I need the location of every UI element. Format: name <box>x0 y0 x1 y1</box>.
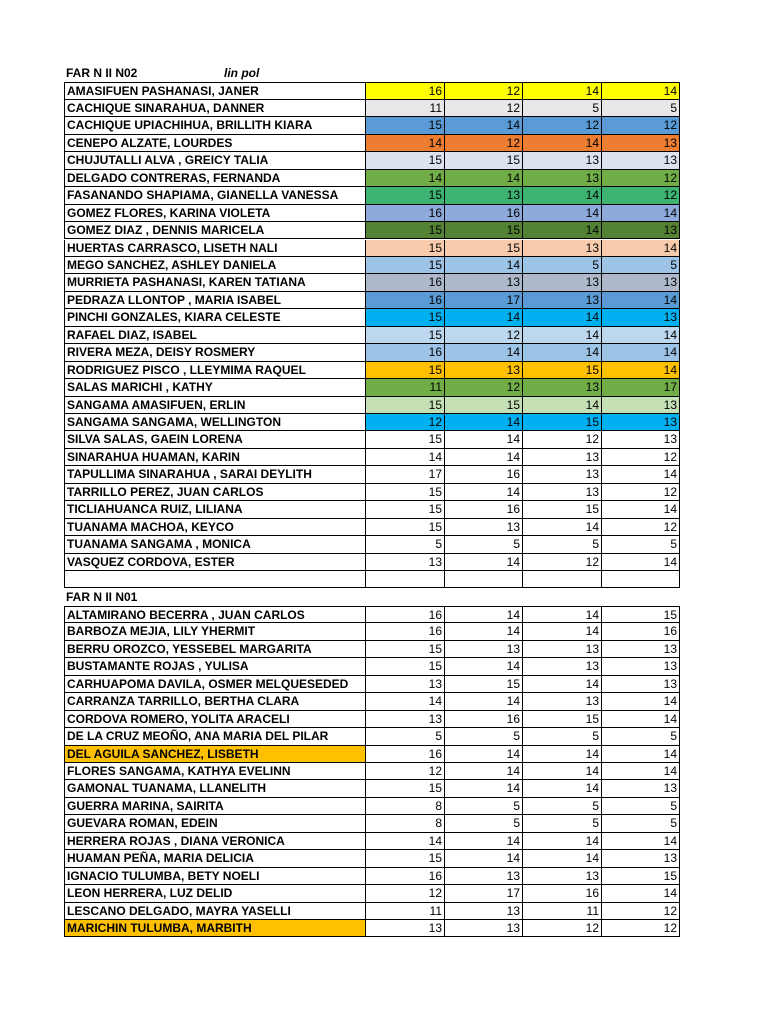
table-row <box>64 501 680 518</box>
student-name-cell[interactable]: TICLIAHUANCA RUIZ, LILIANA <box>64 501 365 518</box>
grade-cell-3[interactable]: 5 <box>522 100 601 117</box>
grade-cell-3[interactable]: 14 <box>522 623 601 640</box>
student-name-cell[interactable]: AMASIFUEN PASHANASI, JANER <box>64 82 365 99</box>
table-row <box>64 728 680 745</box>
grade-cell-4[interactable]: 15 <box>601 606 680 623</box>
grade-cell-4[interactable]: 5 <box>601 100 680 117</box>
table-row <box>64 658 680 675</box>
grade-cell-1[interactable]: 15 <box>365 257 444 274</box>
grade-cell-1[interactable]: 15 <box>365 501 444 518</box>
grade-cell-1[interactable]: 16 <box>365 868 444 885</box>
table-row <box>64 868 680 885</box>
student-name-cell[interactable]: TAPULLIMA SINARAHUA , SARAI DEYLITH <box>64 466 365 483</box>
grade-cell-1[interactable]: 16 <box>365 274 444 291</box>
grade-cell-2[interactable]: 13 <box>444 903 522 920</box>
grade-cell-4[interactable]: 14 <box>601 240 680 257</box>
section-header-row <box>64 589 680 606</box>
grade-cell-1[interactable]: 15 <box>365 117 444 134</box>
table-row <box>64 554 680 571</box>
grade-cell-3[interactable]: 14 <box>522 135 601 152</box>
grade-cell-4[interactable]: 12 <box>601 170 680 187</box>
grade-cell-2[interactable]: 12 <box>444 82 522 99</box>
student-name-cell[interactable]: GUEVARA ROMAN, EDEIN <box>64 815 365 832</box>
student-name-cell[interactable]: CENEPO ALZATE, LOURDES <box>64 135 365 152</box>
student-name-cell[interactable]: TUANAMA MACHOA, KEYCO <box>64 519 365 536</box>
grade-cell-2[interactable]: 14 <box>444 484 522 501</box>
grade-cell-1[interactable]: 13 <box>365 676 444 693</box>
grade-cell-1[interactable]: 13 <box>365 554 444 571</box>
grade-cell-1[interactable]: 15 <box>365 641 444 658</box>
grade-cell-3[interactable]: 15 <box>522 414 601 431</box>
table-row <box>64 536 680 553</box>
grade-cell-2[interactable]: 14 <box>444 833 522 850</box>
table-row <box>64 379 680 396</box>
grade-cell-3[interactable]: 14 <box>522 397 601 414</box>
student-name-cell[interactable]: SINARAHUA HUAMAN, KARIN <box>64 449 365 466</box>
grade-cell-1[interactable]: 16 <box>365 82 444 99</box>
grade-cell-2[interactable]: 14 <box>444 431 522 448</box>
grade-cell-4[interactable]: 14 <box>601 763 680 780</box>
grade-cell-1[interactable]: 5 <box>365 536 444 553</box>
grade-cell-2[interactable]: 13 <box>444 641 522 658</box>
grade-cell-2[interactable]: 14 <box>444 746 522 763</box>
student-name-cell[interactable]: RIVERA MEZA, DEISY ROSMERY <box>64 344 365 361</box>
grade-cell-3[interactable]: 13 <box>522 240 601 257</box>
grade-cell-2[interactable]: 5 <box>444 798 522 815</box>
grade-cell-1[interactable]: 16 <box>365 746 444 763</box>
table-row <box>64 222 680 239</box>
grade-cell-1[interactable]: 14 <box>365 833 444 850</box>
grade-cell-2[interactable]: 16 <box>444 501 522 518</box>
grade-cell-3[interactable]: 15 <box>522 501 601 518</box>
grade-cell-2[interactable]: 5 <box>444 728 522 745</box>
table-row <box>64 641 680 658</box>
grade-cell-3[interactable]: 5 <box>522 728 601 745</box>
student-name-cell[interactable]: ALTAMIRANO BECERRA , JUAN CARLOS <box>64 606 365 623</box>
table-row <box>64 344 680 361</box>
grade-cell-1[interactable]: 15 <box>365 152 444 169</box>
grade-cell-3[interactable]: 14 <box>522 519 601 536</box>
table-row <box>64 746 680 763</box>
grade-cell-3[interactable]: 14 <box>522 763 601 780</box>
grade-cell-4[interactable]: 14 <box>601 711 680 728</box>
grade-cell-3[interactable]: 13 <box>522 292 601 309</box>
section-title[interactable]: FAR N II N02 <box>66 66 138 80</box>
table-row <box>64 798 680 815</box>
student-name-cell[interactable]: MARICHIN TULUMBA, MARBITH <box>64 920 365 937</box>
student-name-cell[interactable]: LESCANO DELGADO, MAYRA YASELLI <box>64 903 365 920</box>
table-row <box>64 274 680 291</box>
grade-cell-1[interactable]: 12 <box>365 763 444 780</box>
student-name-cell[interactable]: CACHIQUE SINARAHUA, DANNER <box>64 100 365 117</box>
grade-cell-4[interactable]: 13 <box>601 676 680 693</box>
table-row <box>64 850 680 867</box>
grade-cell-1[interactable]: 15 <box>365 309 444 326</box>
grade-cell-4[interactable]: 14 <box>601 746 680 763</box>
grade-cell-1[interactable]: 15 <box>365 327 444 344</box>
table-row <box>64 920 680 937</box>
student-name-cell[interactable]: CACHIQUE UPIACHIHUA, BRILLITH KIARA <box>64 117 365 134</box>
grade-cell-4[interactable]: 13 <box>601 431 680 448</box>
grade-cell-1[interactable]: 8 <box>365 798 444 815</box>
grade-cell-4[interactable]: 13 <box>601 780 680 797</box>
blank-row <box>64 571 680 588</box>
grade-cell-4[interactable]: 14 <box>601 466 680 483</box>
grade-cell-4[interactable]: 12 <box>601 449 680 466</box>
grade-cell-3[interactable]: 11 <box>522 903 601 920</box>
grade-cell-4[interactable]: 13 <box>601 135 680 152</box>
grade-cell-3[interactable]: 14 <box>522 82 601 99</box>
grade-cell-3[interactable]: 14 <box>522 344 601 361</box>
table-row <box>64 362 680 379</box>
grade-cell-1[interactable]: 16 <box>365 606 444 623</box>
grade-cell-3[interactable]: 13 <box>522 868 601 885</box>
grade-cell-1[interactable]: 16 <box>365 344 444 361</box>
grade-cell-3[interactable]: 13 <box>522 484 601 501</box>
grade-cell-4[interactable]: 16 <box>601 623 680 640</box>
grade-cell-2[interactable]: 12 <box>444 100 522 117</box>
grade-cell-4[interactable]: 13 <box>601 641 680 658</box>
grade-cell-4[interactable]: 14 <box>601 362 680 379</box>
table-row <box>64 205 680 222</box>
grade-cell-4[interactable]: 14 <box>601 344 680 361</box>
grade-cell-1[interactable]: 13 <box>365 920 444 937</box>
grade-cell-3[interactable]: 5 <box>522 257 601 274</box>
grade-cell-3[interactable]: 14 <box>522 606 601 623</box>
grade-cell-3[interactable]: 14 <box>522 205 601 222</box>
grade-cell-2[interactable]: 14 <box>444 257 522 274</box>
grade-cell-3[interactable]: 13 <box>522 693 601 710</box>
section-header-row <box>64 65 680 82</box>
table-row <box>64 519 680 536</box>
grade-cell-3[interactable]: 13 <box>522 449 601 466</box>
table-row <box>64 623 680 640</box>
table-row <box>64 240 680 257</box>
grade-cell-3[interactable]: 13 <box>522 170 601 187</box>
grade-cell-4[interactable]: 5 <box>601 798 680 815</box>
student-name-cell[interactable]: TARRILLO PEREZ, JUAN CARLOS <box>64 484 365 501</box>
grade-cell-4[interactable]: 14 <box>601 82 680 99</box>
grade-cell-4[interactable]: 12 <box>601 484 680 501</box>
table-row <box>64 431 680 448</box>
grade-cell-2[interactable]: 12 <box>444 379 522 396</box>
grade-cell-1[interactable]: 12 <box>365 885 444 902</box>
grade-cell-3[interactable]: 13 <box>522 379 601 396</box>
grade-cell-4[interactable]: 14 <box>601 833 680 850</box>
grade-cell-4[interactable]: 12 <box>601 187 680 204</box>
grade-cell-4[interactable]: 13 <box>601 397 680 414</box>
grade-cell-1[interactable]: 15 <box>365 484 444 501</box>
table-row <box>64 833 680 850</box>
grade-cell-2[interactable]: 13 <box>444 519 522 536</box>
grade-cell-3[interactable]: 12 <box>522 117 601 134</box>
grade-cell-1[interactable]: 8 <box>365 815 444 832</box>
student-name-cell[interactable]: IGNACIO TULUMBA, BETY NOELI <box>64 868 365 885</box>
grade-cell-2[interactable]: 15 <box>444 397 522 414</box>
table-row <box>64 815 680 832</box>
table-row <box>64 152 680 169</box>
grade-cell-4[interactable]: 5 <box>601 257 680 274</box>
student-name-cell[interactable]: GOMEZ FLORES, KARINA VIOLETA <box>64 205 365 222</box>
student-name-cell[interactable]: BUSTAMANTE ROJAS , YULISA <box>64 658 365 675</box>
grade-cell-2[interactable]: 14 <box>444 344 522 361</box>
section-title[interactable]: FAR N II N01 <box>66 589 138 604</box>
grade-cell-4[interactable]: 14 <box>601 327 680 344</box>
student-name-cell[interactable]: CARRANZA TARRILLO, BERTHA CLARA <box>64 693 365 710</box>
grade-cell-4[interactable]: 17 <box>601 379 680 396</box>
student-name-cell[interactable]: CORDOVA ROMERO, YOLITA ARACELI <box>64 711 365 728</box>
student-name-cell[interactable]: SANGAMA SANGAMA, WELLINGTON <box>64 414 365 431</box>
grade-cell-2[interactable]: 16 <box>444 711 522 728</box>
table-row <box>64 676 680 693</box>
grade-cell-2[interactable]: 14 <box>444 763 522 780</box>
grade-cell-1[interactable]: 5 <box>365 728 444 745</box>
grade-cell-1[interactable]: 15 <box>365 397 444 414</box>
grade-cell-4[interactable]: 15 <box>601 868 680 885</box>
grade-cell-1[interactable]: 14 <box>365 693 444 710</box>
grade-cell-3[interactable]: 13 <box>522 152 601 169</box>
grade-cell-3[interactable]: 12 <box>522 554 601 571</box>
grade-cell-4[interactable]: 14 <box>601 554 680 571</box>
grade-cell-2[interactable]: 14 <box>444 554 522 571</box>
grade-cell-2[interactable]: 14 <box>444 449 522 466</box>
table-row <box>64 187 680 204</box>
table-row <box>64 292 680 309</box>
grade-cell-3[interactable]: 14 <box>522 222 601 239</box>
table-row <box>64 903 680 920</box>
grade-cell-1[interactable]: 13 <box>365 711 444 728</box>
grade-cell-1[interactable]: 16 <box>365 292 444 309</box>
student-name-cell[interactable]: MURRIETA PASHANASI, KAREN TATIANA <box>64 274 365 291</box>
grade-cell-3[interactable]: 5 <box>522 536 601 553</box>
grade-cell-4[interactable]: 14 <box>601 205 680 222</box>
table-row <box>64 780 680 797</box>
grade-cell-1[interactable]: 11 <box>365 903 444 920</box>
empty-cell[interactable] <box>64 571 365 588</box>
table-row <box>64 117 680 134</box>
grade-cell-2[interactable]: 14 <box>444 850 522 867</box>
grade-cell-2[interactable]: 14 <box>444 693 522 710</box>
grade-cell-4[interactable]: 13 <box>601 850 680 867</box>
grade-cell-3[interactable]: 13 <box>522 466 601 483</box>
grade-cell-2[interactable]: 14 <box>444 658 522 675</box>
table-row <box>64 449 680 466</box>
grade-cell-1[interactable]: 11 <box>365 379 444 396</box>
student-name-cell[interactable]: SANGAMA AMASIFUEN, ERLIN <box>64 397 365 414</box>
grade-cell-1[interactable]: 15 <box>365 780 444 797</box>
grade-cell-3[interactable]: 5 <box>522 815 601 832</box>
grade-cell-4[interactable]: 14 <box>601 501 680 518</box>
grade-cell-2[interactable]: 14 <box>444 309 522 326</box>
grade-cell-2[interactable]: 16 <box>444 205 522 222</box>
grade-cell-4[interactable]: 13 <box>601 222 680 239</box>
grade-cell-2[interactable]: 13 <box>444 362 522 379</box>
grade-cell-4[interactable]: 14 <box>601 292 680 309</box>
grade-cell-2[interactable]: 13 <box>444 868 522 885</box>
grade-cell-2[interactable]: 15 <box>444 676 522 693</box>
student-name-cell[interactable]: HUAMAN PEÑA, MARIA DELICIA <box>64 850 365 867</box>
grade-cell-3[interactable]: 14 <box>522 833 601 850</box>
grade-cell-4[interactable]: 12 <box>601 920 680 937</box>
grade-cell-2[interactable]: 17 <box>444 885 522 902</box>
empty-cell[interactable] <box>444 571 522 588</box>
table-row <box>64 170 680 187</box>
grade-cell-4[interactable]: 5 <box>601 728 680 745</box>
student-name-cell[interactable]: GAMONAL TUANAMA, LLANELITH <box>64 780 365 797</box>
grade-cell-1[interactable]: 15 <box>365 187 444 204</box>
table-row <box>64 257 680 274</box>
section-subtitle[interactable]: lin pol <box>224 66 260 80</box>
empty-cell[interactable] <box>365 571 444 588</box>
grade-cell-2[interactable]: 14 <box>444 780 522 797</box>
student-name-cell[interactable]: RODRIGUEZ PISCO , LLEYMIMA RAQUEL <box>64 362 365 379</box>
grade-cell-3[interactable]: 12 <box>522 431 601 448</box>
grade-cell-1[interactable]: 15 <box>365 519 444 536</box>
grade-cell-2[interactable]: 12 <box>444 135 522 152</box>
grade-cell-1[interactable]: 14 <box>365 449 444 466</box>
student-name-cell[interactable]: LEON HERRERA, LUZ DELID <box>64 885 365 902</box>
student-name-cell[interactable]: GOMEZ DIAZ , DENNIS MARICELA <box>64 222 365 239</box>
grade-cell-2[interactable]: 13 <box>444 920 522 937</box>
table-row <box>64 397 680 414</box>
grade-cell-2[interactable]: 14 <box>444 414 522 431</box>
grade-cell-4[interactable]: 14 <box>601 693 680 710</box>
grade-cell-1[interactable]: 15 <box>365 850 444 867</box>
table-row <box>64 693 680 710</box>
grade-cell-2[interactable]: 16 <box>444 466 522 483</box>
grade-cell-2[interactable]: 5 <box>444 815 522 832</box>
table-row <box>64 327 680 344</box>
grade-cell-4[interactable]: 5 <box>601 815 680 832</box>
empty-cell[interactable] <box>601 571 680 588</box>
student-name-cell[interactable]: FASANANDO SHAPIAMA, GIANELLA VANESSA <box>64 187 365 204</box>
grade-cell-2[interactable]: 14 <box>444 606 522 623</box>
table-row <box>64 309 680 326</box>
grade-cell-3[interactable]: 16 <box>522 885 601 902</box>
grade-cell-3[interactable]: 15 <box>522 711 601 728</box>
grade-cell-2[interactable]: 5 <box>444 536 522 553</box>
empty-cell[interactable] <box>522 571 601 588</box>
grade-cell-4[interactable]: 14 <box>601 885 680 902</box>
grade-cell-3[interactable]: 14 <box>522 850 601 867</box>
grade-cell-2[interactable]: 15 <box>444 240 522 257</box>
grade-cell-3[interactable]: 15 <box>522 362 601 379</box>
table-row <box>64 135 680 152</box>
grade-cell-3[interactable]: 13 <box>522 641 601 658</box>
grade-cell-2[interactable]: 17 <box>444 292 522 309</box>
student-name-cell[interactable]: BERRU OROZCO, YESSEBEL MARGARITA <box>64 641 365 658</box>
grade-cell-3[interactable]: 14 <box>522 327 601 344</box>
grade-cell-3[interactable]: 13 <box>522 658 601 675</box>
grade-cell-2[interactable]: 14 <box>444 170 522 187</box>
student-name-cell[interactable]: TUANAMA SANGAMA , MONICA <box>64 536 365 553</box>
grade-cell-4[interactable]: 13 <box>601 658 680 675</box>
table-row <box>64 466 680 483</box>
student-name-cell[interactable]: CHUJUTALLI ALVA , GREICY TALIA <box>64 152 365 169</box>
grade-cell-4[interactable]: 13 <box>601 152 680 169</box>
grade-cell-4[interactable]: 13 <box>601 274 680 291</box>
grade-cell-3[interactable]: 14 <box>522 187 601 204</box>
grade-cell-4[interactable]: 5 <box>601 536 680 553</box>
student-name-cell[interactable]: DELGADO CONTRERAS, FERNANDA <box>64 170 365 187</box>
grade-cell-2[interactable]: 14 <box>444 623 522 640</box>
student-name-cell[interactable]: SALAS MARICHI , KATHY <box>64 379 365 396</box>
student-name-cell[interactable]: DE LA CRUZ MEOÑO, ANA MARIA DEL PILAR <box>64 728 365 745</box>
grade-cell-1[interactable]: 14 <box>365 170 444 187</box>
student-name-cell[interactable]: PINCHI GONZALES, KIARA CELESTE <box>64 309 365 326</box>
student-name-cell[interactable]: VASQUEZ CORDOVA, ESTER <box>64 554 365 571</box>
student-name-cell[interactable]: GUERRA MARINA, SAIRITA <box>64 798 365 815</box>
grade-cell-3[interactable]: 14 <box>522 780 601 797</box>
grade-cell-1[interactable]: 16 <box>365 205 444 222</box>
grade-cell-1[interactable]: 15 <box>365 658 444 675</box>
grade-cell-1[interactable]: 12 <box>365 414 444 431</box>
grade-cell-2[interactable]: 13 <box>444 187 522 204</box>
grade-cell-3[interactable]: 13 <box>522 274 601 291</box>
table-row <box>64 885 680 902</box>
grade-cell-1[interactable]: 15 <box>365 431 444 448</box>
student-name-cell[interactable]: HUERTAS CARRASCO, LISETH NALI <box>64 240 365 257</box>
table-row <box>64 414 680 431</box>
grade-cell-1[interactable]: 15 <box>365 362 444 379</box>
grade-cell-3[interactable]: 12 <box>522 920 601 937</box>
table-row <box>64 100 680 117</box>
table-row <box>64 484 680 501</box>
grade-cell-2[interactable]: 15 <box>444 222 522 239</box>
table-row <box>64 606 680 623</box>
grade-cell-2[interactable]: 13 <box>444 274 522 291</box>
grade-cell-1[interactable]: 15 <box>365 222 444 239</box>
table-row <box>64 711 680 728</box>
grade-cell-4[interactable]: 13 <box>601 414 680 431</box>
grade-cell-1[interactable]: 11 <box>365 100 444 117</box>
grade-cell-3[interactable]: 14 <box>522 676 601 693</box>
grade-cell-1[interactable]: 16 <box>365 623 444 640</box>
student-name-cell[interactable]: BARBOZA MEJIA, LILY YHERMIT <box>64 623 365 640</box>
grade-cell-4[interactable]: 12 <box>601 903 680 920</box>
grade-cell-3[interactable]: 5 <box>522 798 601 815</box>
student-name-cell[interactable]: RAFAEL DIAZ, ISABEL <box>64 327 365 344</box>
grade-cell-2[interactable]: 14 <box>444 117 522 134</box>
student-name-cell[interactable]: PEDRAZA LLONTOP , MARIA ISABEL <box>64 292 365 309</box>
student-name-cell[interactable]: MEGO SANCHEZ, ASHLEY DANIELA <box>64 257 365 274</box>
student-name-cell[interactable]: SILVA SALAS, GAEIN LORENA <box>64 431 365 448</box>
grade-cell-1[interactable]: 17 <box>365 466 444 483</box>
grade-cell-4[interactable]: 12 <box>601 519 680 536</box>
table-row <box>64 82 680 99</box>
grade-cell-4[interactable]: 12 <box>601 117 680 134</box>
grade-cell-1[interactable]: 15 <box>365 240 444 257</box>
grade-cell-2[interactable]: 15 <box>444 152 522 169</box>
grade-cell-2[interactable]: 12 <box>444 327 522 344</box>
student-name-cell[interactable]: HERRERA ROJAS , DIANA VERONICA <box>64 833 365 850</box>
student-name-cell[interactable]: DEL AGUILA SANCHEZ, LISBETH <box>64 746 365 763</box>
student-name-cell[interactable]: FLORES SANGAMA, KATHYA EVELINN <box>64 763 365 780</box>
grade-cell-3[interactable]: 14 <box>522 309 601 326</box>
grade-cell-3[interactable]: 14 <box>522 746 601 763</box>
table-row <box>64 763 680 780</box>
grade-cell-1[interactable]: 14 <box>365 135 444 152</box>
grade-cell-4[interactable]: 13 <box>601 309 680 326</box>
student-name-cell[interactable]: CARHUAPOMA DAVILA, OSMER MELQUESEDED <box>64 676 365 693</box>
